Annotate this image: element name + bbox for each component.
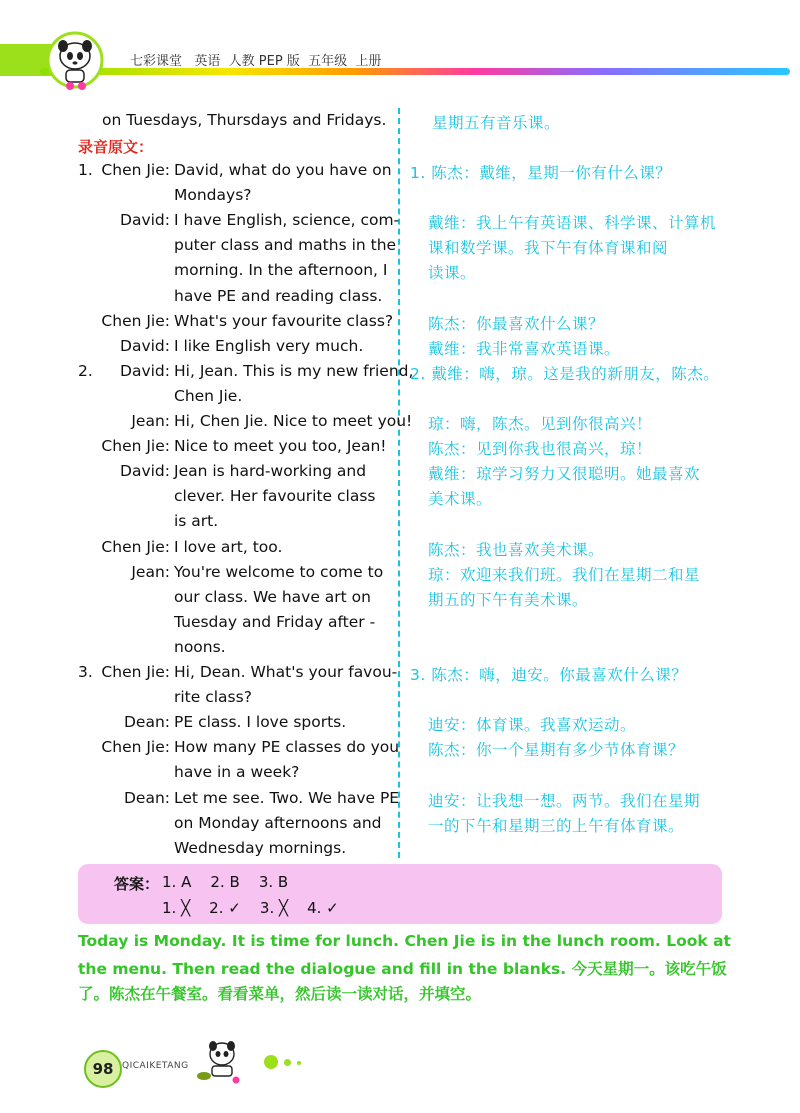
dialogue-line-chinese: 陈杰：见到你我也很高兴，琼！ [428,440,653,458]
answer-line-1: 1. A 2. B 3. B [162,873,289,891]
dialogue-line-english: I love art, too. [174,538,283,556]
dialogue-line-english: Mondays? [174,186,252,204]
speaker-name: David: [120,462,170,480]
dialogue-line-chinese: 迪安：让我想一想。两节。我们在星期 [428,792,701,810]
dialogue-line-chinese: 课和数学课。我下午有体育课和阅 [428,239,669,257]
dialogue-line-chinese: 3. 陈杰：嗨，迪安。你最喜欢什么课？ [410,666,688,684]
dialogue-line-chinese: 一的下午和星期三的上午有体育课。 [428,817,685,835]
dialogue-line-english: Hi, Jean. This is my new friend, [174,362,414,380]
dialogue-line-chinese: 迪安：体育课。我喜欢运动。 [428,716,637,734]
dialogue-line-english: Wednesday mornings. [174,839,347,857]
speaker-name: Chen Jie: [101,161,170,179]
dialogue-line-english: Hi, Dean. What's your favou- [174,663,398,681]
header-rainbow-stripe [40,68,790,75]
dialogue-line-english: Hi, Chen Jie. Nice to meet you! [174,412,413,430]
dialogue-number: 1. [78,161,93,179]
dialogue-line-chinese: 读课。 [428,264,477,282]
continuation-english: on Tuesdays, Thursdays and Fridays. [102,111,387,129]
speaker-name: David: [120,337,170,355]
instruction-line-1: Today is Monday. It is time for lunch. Chen Jie is in the lunch room. Look at [78,932,731,950]
instruction-line-2: the menu. Then read the dialogue and fill in the blanks. 今天星期一。该吃午饭 [78,960,727,978]
speaker-name: Jean: [131,563,170,581]
dialogue-line-english: puter class and maths in the [174,236,397,254]
dialogue-line-english: on Monday afternoons and [174,814,382,832]
dialogue-line-english: have PE and reading class. [174,287,383,305]
speaker-name: Chen Jie: [101,538,170,556]
dialogue-number: 3. [78,663,93,681]
section-label: 录音原文： [78,138,154,156]
dialogue-line-english: David, what do you have on [174,161,392,179]
panda-footer-icon [196,1036,246,1086]
speaker-name: Chen Jie: [101,437,170,455]
answer-line-2: 1. ╳ 2. ✓ 3. ╳ 4. ✓ [162,899,339,917]
dialogue-line-english: Chen Jie. [174,387,243,405]
dialogue-line-chinese: 期五的下午有美术课。 [428,591,589,609]
dialogue-line-english: Jean is hard-working and [174,462,367,480]
dialogue-line-english: clever. Her favourite class [174,487,376,505]
dialogue-line-english: How many PE classes do you [174,738,400,756]
dialogue-line-chinese: 戴维：我上午有英语课、科学课、计算机 [428,214,717,232]
dialogue-line-chinese: 陈杰：你最喜欢什么课？ [428,315,605,333]
dialogue-line-chinese: 美术课。 [428,490,493,508]
speaker-name: Chen Jie: [101,312,170,330]
footer-dot-small [297,1061,301,1065]
dialogue-line-english: morning. In the afternoon, I [174,261,388,279]
dialogue-line-english: rite class? [174,688,252,706]
speaker-name: David: [120,362,170,380]
speaker-name: David: [120,211,170,229]
dialogue-line-chinese: 2. 戴维：嗨，琼。这是我的新朋友，陈杰。 [410,365,720,383]
speaker-name: Chen Jie: [101,663,170,681]
footer-dot-large [264,1055,278,1069]
dialogue-line-english: PE class. I love sports. [174,713,347,731]
panda-mascot-icon [42,30,112,96]
instruction-line-3: 了。陈杰在午餐室。看看菜单，然后读一读对话，并填空。 [78,985,482,1003]
footer-dot-medium [284,1059,291,1066]
dialogue-line-chinese: 琼：欢迎来我们班。我们在星期二和星 [428,566,701,584]
dialogue-line-english: is art. [174,512,219,530]
dialogue-number: 2. [78,362,93,380]
speaker-name: Chen Jie: [101,738,170,756]
dialogue-line-english: have in a week? [174,763,300,781]
header-title: 七彩课堂 英语 人教 PEP 版 五年级 上册 [130,54,382,69]
dialogue-line-english: I like English very much. [174,337,364,355]
dialogue-line-english: noons. [174,638,226,656]
continuation-chinese: 星期五有音乐课。 [432,114,561,132]
dialogue-line-english: You're welcome to come to [174,563,384,581]
dialogue-line-english: Nice to meet you too, Jean! [174,437,387,455]
dialogue-line-english: our class. We have art on [174,588,371,606]
answer-label: 答案： [114,875,160,893]
dialogue-line-chinese: 戴维：琼学习努力又很聪明。她最喜欢 [428,465,701,483]
speaker-name: Dean: [123,789,170,807]
page-number: 98 [84,1050,122,1088]
speaker-name: Jean: [131,412,170,430]
dialogue-line-chinese: 1. 陈杰：戴维，星期一你有什么课？ [410,164,672,182]
footer-brand: QICAIKETANG [122,1061,189,1071]
dialogue-line-chinese: 陈杰：你一个星期有多少节体育课？ [428,741,685,759]
dialogue-line-english: What's your favourite class? [174,312,394,330]
dialogue-line-chinese: 琼：嗨，陈杰。见到你很高兴！ [428,415,653,433]
dialogue-line-chinese: 陈杰：我也喜欢美术课。 [428,541,605,559]
dialogue-line-english: Let me see. Two. We have PE [174,789,400,807]
speaker-name: Dean: [123,713,170,731]
dialogue-line-english: Tuesday and Friday after - [174,613,376,631]
dialogue-line-english: I have English, science, com- [174,211,400,229]
dialogue-line-chinese: 戴维：我非常喜欢英语课。 [428,340,621,358]
